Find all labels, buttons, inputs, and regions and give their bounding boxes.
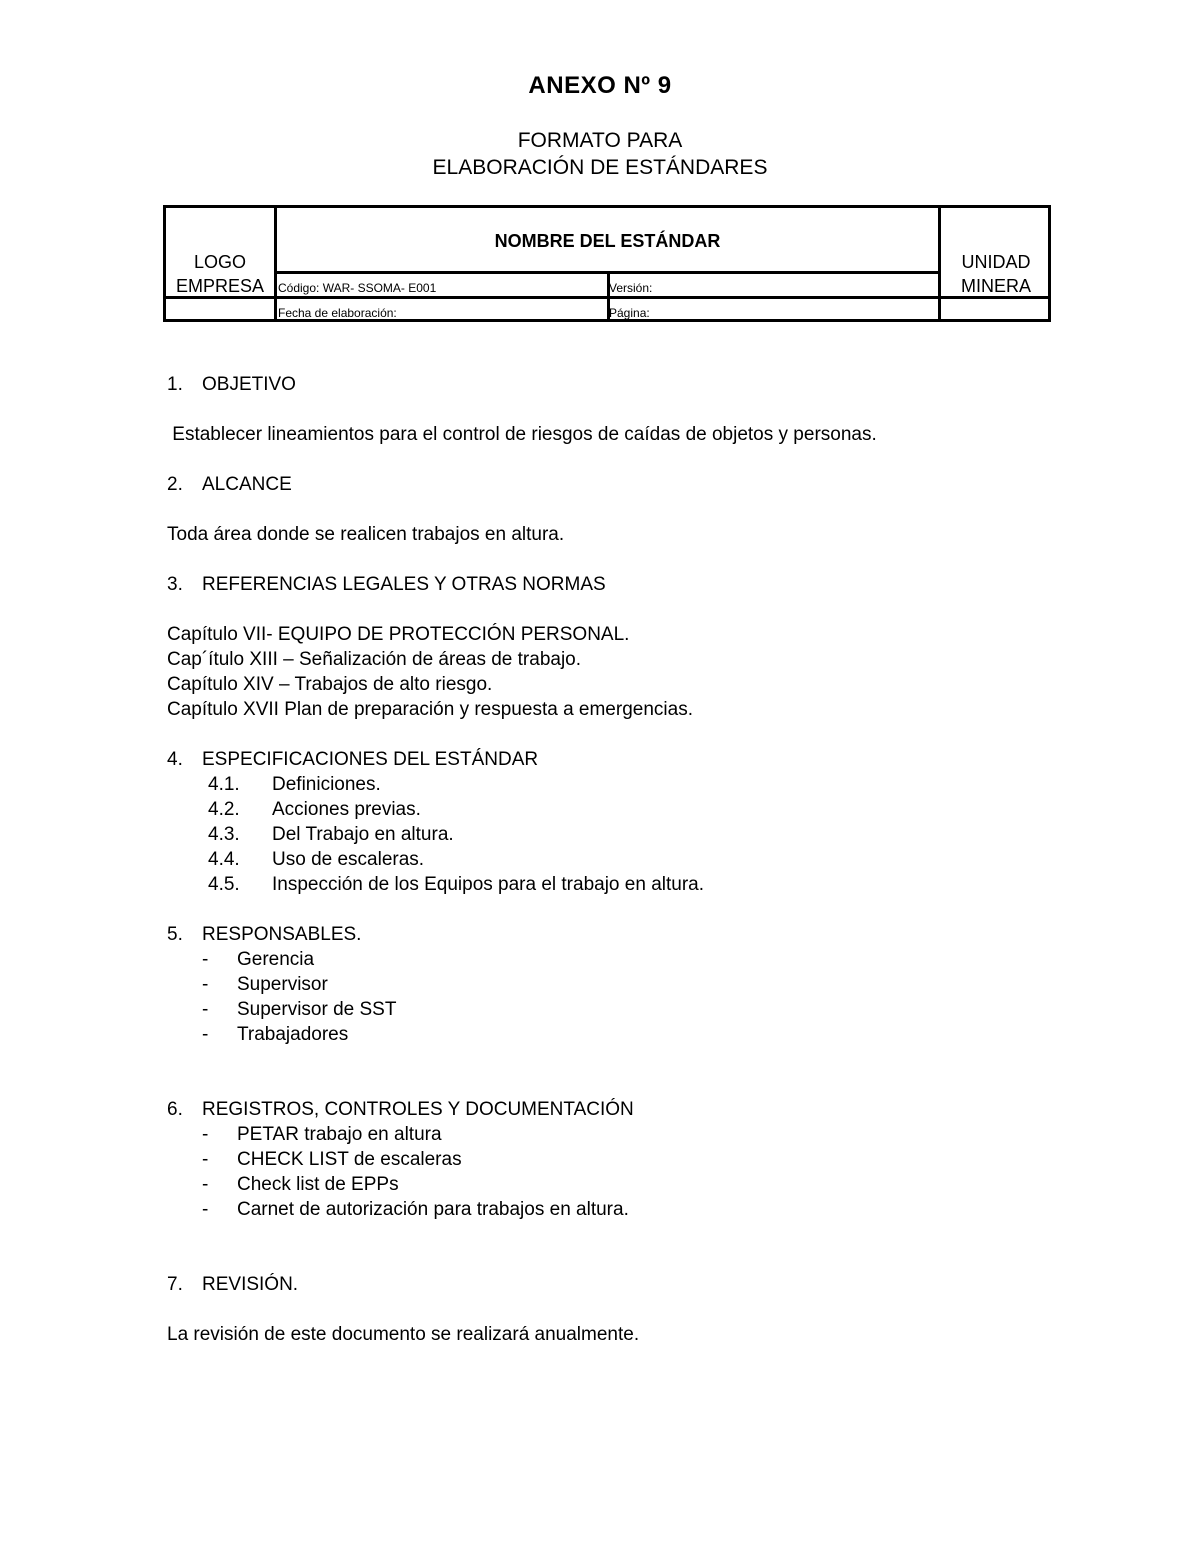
item-text: PETAR trabajo en altura bbox=[237, 1124, 442, 1145]
section-heading bbox=[167, 1272, 1067, 1297]
item-text: Inspección de los Equipos para el trabajo en altura. bbox=[272, 874, 704, 895]
version-label: Versión: bbox=[609, 281, 653, 295]
list-item bbox=[167, 1022, 1067, 1047]
item-text: Supervisor bbox=[237, 974, 328, 995]
bullet-dash: - bbox=[202, 949, 209, 970]
item-text: Acciones previas. bbox=[272, 799, 421, 820]
unit-line1: UNIDAD bbox=[961, 252, 1031, 272]
divider bbox=[274, 296, 941, 299]
list-item bbox=[167, 1197, 1067, 1222]
section-text: Establecer lineamientos para el control de riesgos de caídas de objetos y personas. bbox=[167, 424, 877, 445]
mining-unit bbox=[941, 250, 1051, 298]
logo-placeholder bbox=[166, 250, 274, 298]
item-text: CHECK LIST de escaleras bbox=[237, 1149, 462, 1170]
section-title: ALCANCE bbox=[202, 474, 292, 495]
list-item bbox=[167, 772, 1067, 797]
document-body bbox=[167, 372, 1067, 1347]
bullet-dash: - bbox=[202, 974, 209, 995]
reference-line: Capítulo XIV – Trabajos de alto riesgo. bbox=[167, 674, 493, 695]
section-text: Toda área donde se realicen trabajos en altura. bbox=[167, 524, 565, 545]
logo-line2: EMPRESA bbox=[175, 276, 265, 296]
section-title: RESPONSABLES. bbox=[202, 924, 362, 945]
item-text: Supervisor de SST bbox=[237, 999, 397, 1020]
list-item bbox=[167, 872, 1067, 897]
item-text: Check list de EPPs bbox=[237, 1174, 399, 1195]
section-title: OBJETIVO bbox=[202, 374, 296, 395]
section-heading bbox=[167, 1097, 1067, 1122]
reference-line: Cap´ítulo XIII – Señalización de áreas de trabajo. bbox=[167, 649, 582, 670]
item-text: Carnet de autorización para trabajos en altura. bbox=[237, 1199, 629, 1220]
section-number: 7. bbox=[167, 1274, 183, 1295]
list-item bbox=[167, 947, 1067, 972]
bullet-dash: - bbox=[202, 1024, 209, 1045]
bullet-dash: - bbox=[202, 1199, 209, 1220]
date-label: Fecha de elaboración: bbox=[278, 306, 397, 320]
document-title: ANEXO Nº 9 bbox=[528, 72, 672, 99]
section-heading bbox=[167, 372, 1067, 397]
divider bbox=[274, 271, 941, 274]
list-item bbox=[167, 1122, 1067, 1147]
section-number: 4. bbox=[167, 749, 183, 770]
section-heading bbox=[167, 922, 1067, 947]
item-text: Definiciones. bbox=[272, 774, 381, 795]
section-heading bbox=[167, 472, 1067, 497]
section-title: REVISIÓN. bbox=[202, 1274, 299, 1295]
document-subtitle-line1: FORMATO PARA bbox=[517, 129, 683, 152]
section-title: REFERENCIAS LEGALES Y OTRAS NORMAS bbox=[202, 574, 606, 595]
item-text: Trabajadores bbox=[237, 1024, 349, 1045]
reference-line: Capítulo VII- EQUIPO DE PROTECCIÓN PERSONAL. bbox=[167, 624, 630, 645]
item-number: 4.3. bbox=[208, 824, 240, 845]
list-item bbox=[167, 847, 1067, 872]
item-text: Uso de escaleras. bbox=[272, 849, 425, 870]
section-number: 3. bbox=[167, 574, 183, 595]
item-number: 4.1. bbox=[208, 774, 240, 795]
divider bbox=[274, 208, 277, 319]
bullet-dash: - bbox=[202, 1149, 209, 1170]
page-label: Página: bbox=[609, 306, 650, 320]
list-item bbox=[167, 972, 1067, 997]
section-title: ESPECIFICACIONES DEL ESTÁNDAR bbox=[202, 749, 539, 770]
standard-name: NOMBRE DEL ESTÁNDAR bbox=[494, 231, 721, 251]
item-text: Gerencia bbox=[237, 949, 315, 970]
document-subtitle-line2: ELABORACIÓN DE ESTÁNDARES bbox=[432, 156, 768, 179]
section-heading bbox=[167, 747, 1067, 772]
list-item bbox=[167, 822, 1067, 847]
section-number: 1. bbox=[167, 374, 183, 395]
code-label: Código: WAR- SSOMA- E001 bbox=[278, 281, 437, 295]
header-table bbox=[163, 205, 1051, 322]
item-text: Del Trabajo en altura. bbox=[272, 824, 454, 845]
list-item bbox=[167, 1147, 1067, 1172]
list-item bbox=[167, 997, 1067, 1022]
bullet-dash: - bbox=[202, 1174, 209, 1195]
bullet-dash: - bbox=[202, 1124, 209, 1145]
list-item bbox=[167, 797, 1067, 822]
section-title: REGISTROS, CONTROLES Y DOCUMENTACIÓN bbox=[202, 1099, 634, 1120]
unit-line2: MINERA bbox=[960, 276, 1031, 296]
bullet-dash: - bbox=[202, 999, 209, 1020]
logo-line1: LOGO bbox=[193, 252, 246, 272]
list-item bbox=[167, 1172, 1067, 1197]
item-number: 4.5. bbox=[208, 874, 240, 895]
section-number: 5. bbox=[167, 924, 183, 945]
item-number: 4.2. bbox=[208, 799, 240, 820]
section-text: La revisión de este documento se realizará anualmente. bbox=[167, 1324, 640, 1345]
section-number: 6. bbox=[167, 1099, 183, 1120]
reference-line: Capítulo XVII Plan de preparación y respuesta a emergencias. bbox=[167, 699, 693, 720]
item-number: 4.4. bbox=[208, 849, 240, 870]
section-number: 2. bbox=[167, 474, 183, 495]
section-heading bbox=[167, 572, 1067, 597]
